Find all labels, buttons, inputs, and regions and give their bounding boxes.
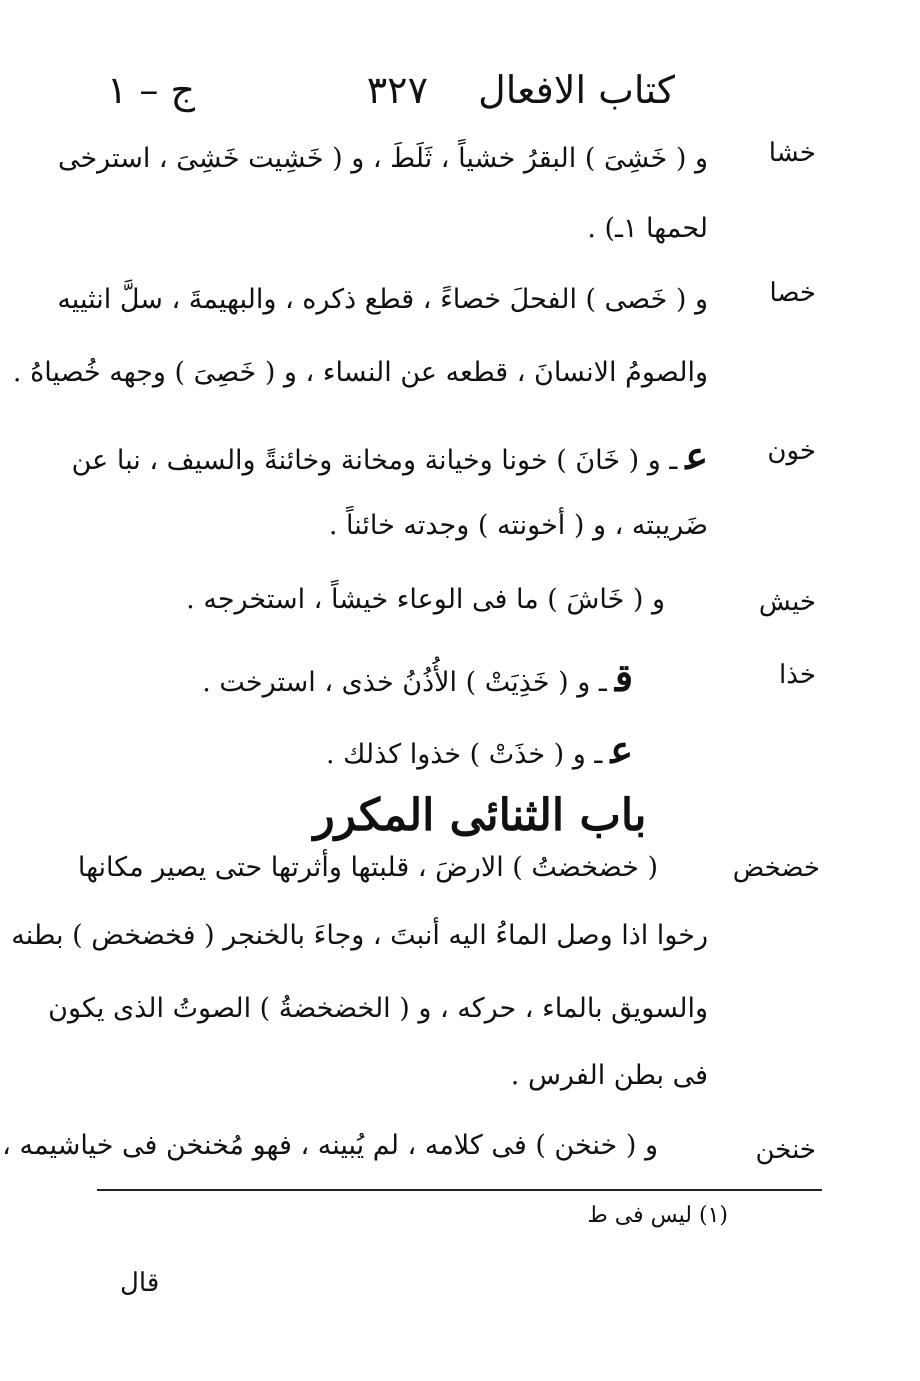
entry-text: ـ و ( خَذِيَتْ ) الأُذُنُ خذى ، استرخت . — [202, 667, 607, 698]
root-word: خيش — [758, 587, 816, 617]
entry-line: لحمها ١ـ) . — [587, 213, 708, 244]
entry-line: و ( خَشِىَ ) البقرُ خشياً ، ثَلَطَ ، و ( خَشِيت خَشِىَ ، استرخى — [57, 143, 708, 174]
root-word: خصا — [769, 278, 816, 308]
entry-line: و ( خَصى ) الفحلَ خصاءً ، قطع ذكره ، والبهيمةَ ، سلَّ انثييه — [57, 284, 708, 315]
entry-line — [71, 433, 708, 478]
root-word: خنخن — [755, 1135, 816, 1165]
volume-number: ج – ١ — [106, 68, 195, 112]
section-title: باب الثنائى المكرر — [313, 790, 647, 841]
entry-line — [326, 727, 633, 772]
source-letter: ع — [685, 433, 708, 478]
entry-line: و ( خَاشَ ) ما فى الوعاء خيشاً ، استخرجه . — [186, 584, 665, 615]
entry-line: ( خضخضتُ ) الارضَ ، قلبتها وأثرتها حتى يصير مكانها — [77, 852, 658, 883]
footnote: (١) ليس فى ط — [587, 1203, 728, 1228]
entry-line: و ( خنخن ) فى كلامه ، لم يُبينه ، فهو مُخنخن فى خياشيمه ، — [2, 1130, 658, 1161]
footnote-divider — [97, 1189, 822, 1191]
book-title: كتاب الافعال — [478, 68, 675, 112]
source-letter: ع — [610, 727, 633, 772]
root-word: خضخض — [732, 853, 820, 883]
entry-text: ـ و ( خذَتْ ) خذوا كذلك . — [325, 739, 603, 770]
entry-text: ـ و ( خَانَ ) خونا وخيانة ومخانة وخائنةً والسيف ، نبا عن — [71, 445, 678, 476]
catchword: قال — [120, 1268, 160, 1298]
root-word: خون — [767, 436, 816, 466]
entry-line: رخوا اذا وصل الماءُ اليه أنبتَ ، وجاءَ بالخنجر ( فخضخض ) بطنه — [11, 920, 708, 951]
page-number: ٣٢٧ — [366, 68, 428, 112]
root-word: خذا — [779, 660, 816, 690]
entry-line — [202, 655, 633, 700]
entry-line: والصومُ الانسانَ ، قطعه عن النساء ، و ( خَصِىَ ) وجهه خُصياهُ . — [12, 357, 708, 388]
entry-line: ضَريبته ، و ( أخونته ) وجدته خائناً . — [328, 510, 708, 541]
entry-line: والسويق بالماء ، حركه ، و ( الخضخضةُ ) الصوتُ الذى يكون — [48, 993, 708, 1024]
root-word: خشا — [768, 138, 816, 168]
entry-line: فى بطن الفرس . — [510, 1060, 708, 1091]
source-letter: ق — [614, 655, 633, 700]
